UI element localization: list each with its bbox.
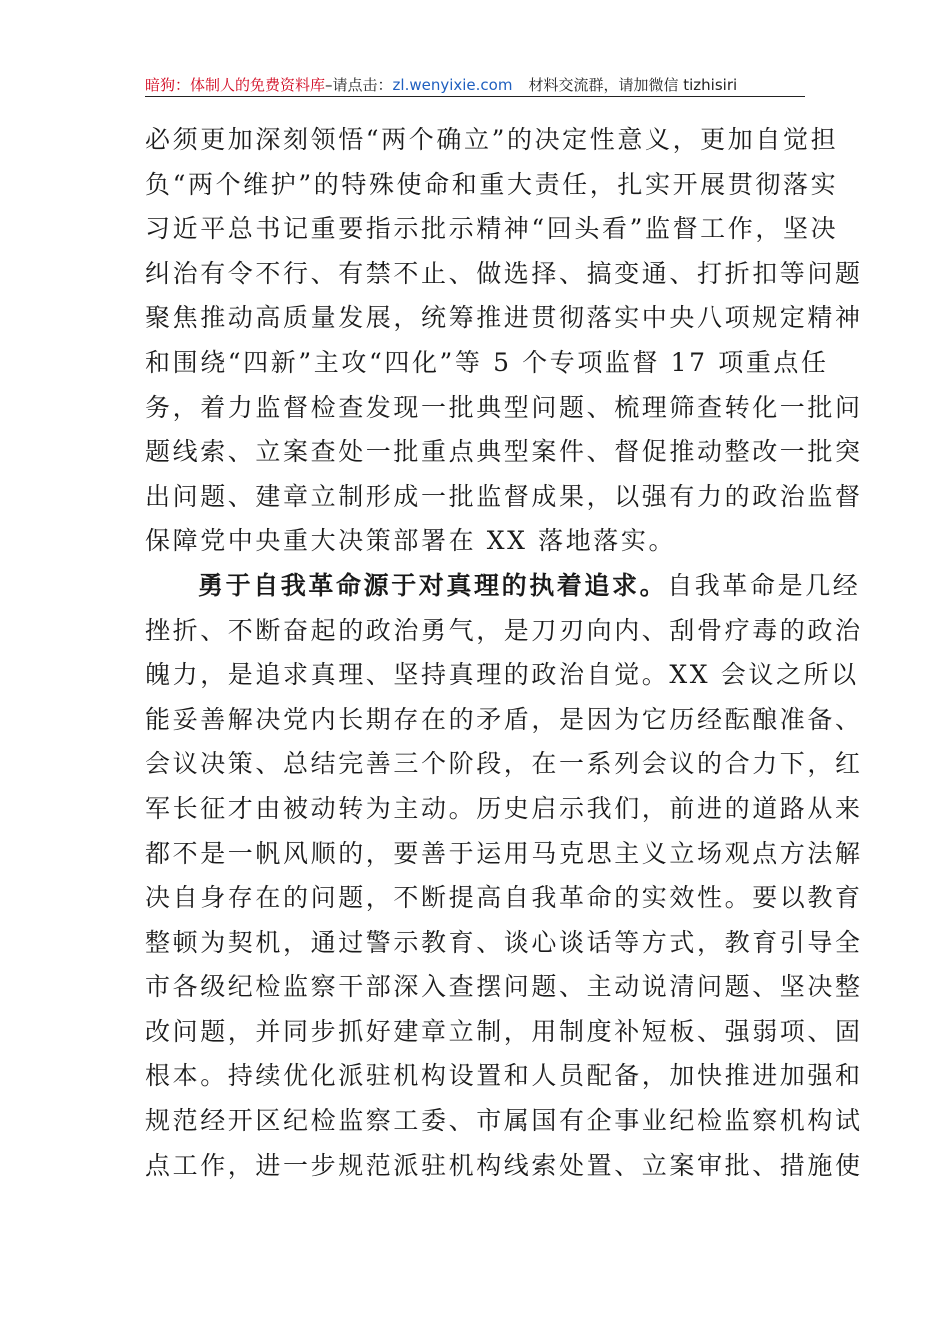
text-line: 都不是一帆风顺的，要善于运用马克思主义立场观点方法解 <box>145 838 863 868</box>
text-line: 市各级纪检监察干部深入查摆问题、主动说清问题、坚决整 <box>145 972 863 1002</box>
text-line: 负“两个维护”的特殊使命和重大责任，扎实开展贯彻落实 <box>145 169 839 199</box>
text-line: 能妥善解决党内长期存在的矛盾，是因为它历经酝酿准备、 <box>145 704 863 734</box>
text-line: 会议决策、总结完善三个阶段，在一系列会议的合力下，红 <box>145 749 863 779</box>
paragraph-heading: 勇于自我革命源于对真理的执着追求。 <box>198 570 668 600</box>
text-line: 务，着力监督检查发现一批典型问题、梳理筛查转化一批问 <box>145 392 863 422</box>
text-line: 习近平总书记重要指示批示精神“回头看”监督工作，坚决 <box>145 214 839 244</box>
text-line: 聚焦推动高质量发展，统筹推进贯彻落实中央八项规定精神 <box>145 303 863 333</box>
paragraph-first-line <box>145 564 861 609</box>
header-group-note: 材料交流群，请加微信 tizhisiri <box>528 76 738 94</box>
header-click-prompt: –请点击： <box>325 76 393 94</box>
text-line: 挫折、不断奋起的政治勇气，是刀刃向内、刮骨疗毒的政治 <box>145 615 863 645</box>
text-line: 保障党中央重大决策部署在 XX 落地落实。 <box>145 526 677 556</box>
text-line: 规范经开区纪检监察工委、市属国有企事业纪检监察机构试 <box>145 1106 863 1136</box>
text-line: 根本。持续优化派驻机构设置和人员配备，加快推进加强和 <box>145 1061 863 1091</box>
text-line: 出问题、建章立制形成一批监督成果，以强有力的政治监督 <box>145 481 863 511</box>
text-line: 点工作，进一步规范派驻机构线索处置、立案审批、措施使 <box>145 1150 863 1180</box>
paragraph-first-line-tail: 自我革命是几经 <box>667 570 861 600</box>
text-line: 军长征才由被动转为主动。历史启示我们，前进的道路从来 <box>145 793 863 823</box>
text-line: 题线索、立案查处一批重点典型案件、督促推动整改一批突 <box>145 437 863 467</box>
text-line: 整顿为契机，通过警示教育、谈心谈话等方式，教育引导全 <box>145 927 863 957</box>
text-line: 改问题，并同步抓好建章立制，用制度补短板、强弱项、固 <box>145 1016 863 1046</box>
document-body <box>145 118 863 1188</box>
text-line: 纠治有令不行、有禁不止、做选择、搞变通、打折扣等问题 <box>145 258 863 288</box>
text-line: 决自身存在的问题，不断提高自我革命的实效性。要以教育 <box>145 883 863 913</box>
text-line: 魄力，是追求真理、坚持真理的政治自觉。XX 会议之所以 <box>145 660 859 690</box>
text-line: 必须更加深刻领悟“两个确立”的决定性意义，更加自觉担 <box>145 125 839 154</box>
text-line: 和围绕“四新”主攻“四化”等 5 个专项监督 17 项重点任 <box>145 347 829 377</box>
header-divider <box>145 96 805 97</box>
header-url-link[interactable]: zl.wenyixie.com <box>392 76 513 94</box>
header-site-name: 暗狗：体制人的免费资料库 <box>145 76 326 94</box>
page-header <box>145 66 805 96</box>
